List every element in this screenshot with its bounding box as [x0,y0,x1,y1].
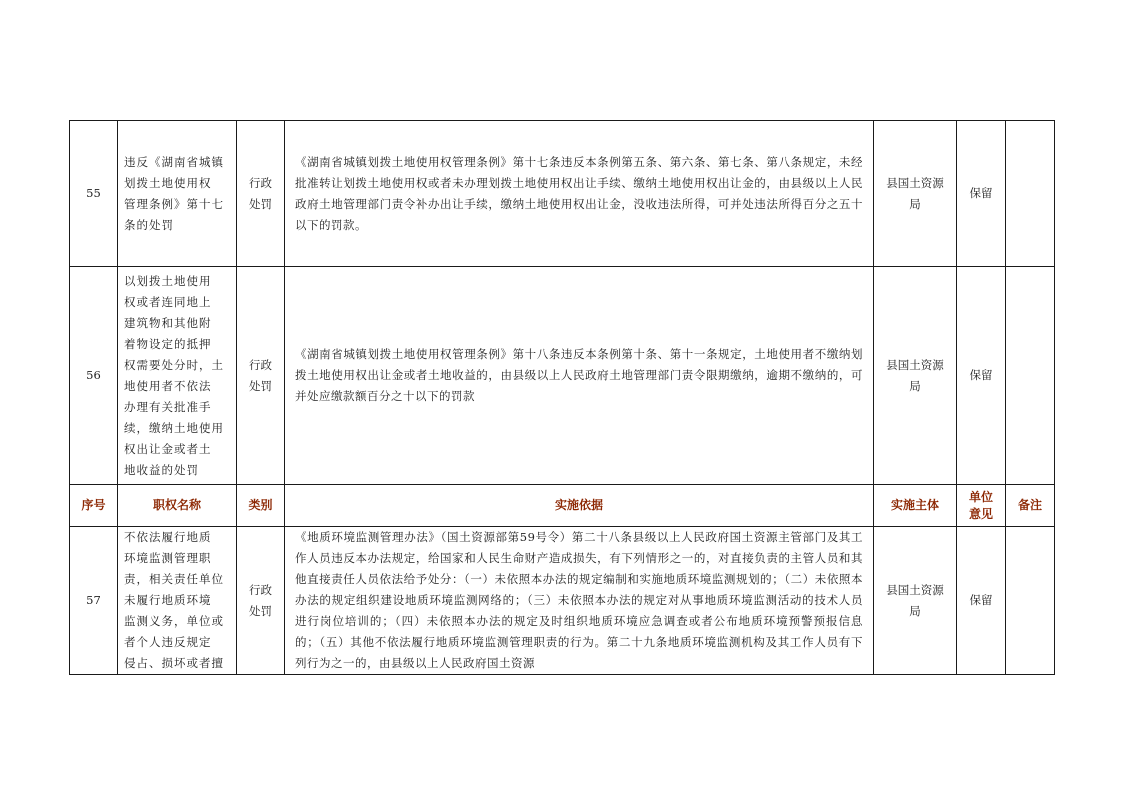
category: 行政 处罚 [237,121,285,267]
implementing-body: 县国土资源 局 [874,121,957,267]
implementing-body: 县国土资源 局 [874,267,957,485]
legal-basis: 《湖南省城镇划拨土地使用权管理条例》第十七条违反本条例第五条、第六条、第七条、第八条规定，未经批准转让划拨土地使用权或者未办理划拨土地使用权出让手续、缴纳土地使用权出让金的，由县级以上人民政府土地管理部门责令补办出让手续，缴纳土地使用权出让金，没收违法所得，可并处违法所得百分之五十以下的罚款。 [285,121,874,267]
row-index: 56 [70,267,118,485]
table-header-row [70,485,1055,527]
unit-opinion: 保留 [957,121,1006,267]
category: 行政 处罚 [237,267,285,485]
table-row [70,121,1055,267]
row-index: 55 [70,121,118,267]
document-table [69,120,1055,675]
row-index: 57 [70,527,118,675]
table-row [70,267,1055,485]
unit-opinion: 保留 [957,527,1006,675]
power-name: 违反《湖南省城镇 划拨土地使用权 管理条例》第十七 条的处罚 [118,121,237,267]
power-name: 以划拨土地使用 权或者连同地上 建筑物和其他附 着物设定的抵押 权需要处分时，土 地使用者不依法 办理有关批准手 续，缴纳土地使用 权出让金或者土 地收益的处罚 [118,267,237,485]
remark [1006,527,1055,675]
header-subject: 实施主体 [874,485,957,527]
header-category: 类别 [237,485,285,527]
header-name: 职权名称 [118,485,237,527]
header-opinion [957,485,1006,527]
implementing-body: 县国土资源 局 [874,527,957,675]
header-remark: 备注 [1006,485,1055,527]
table-row [70,527,1055,675]
remark [1006,267,1055,485]
header-basis: 实施依据 [285,485,874,527]
remark [1006,121,1055,267]
legal-basis [285,527,874,675]
category: 行政 处罚 [237,527,285,675]
header-index: 序号 [70,485,118,527]
header-opinion-label: 单位 意见 [968,489,993,521]
legal-basis-text: 《地质环境监测管理办法》（国土资源部第59号令）第二十八条县级以上人民政府国土资源主管部门及其工作人员违反本办法规定，给国家和人民生命财产造成损失，有下列情形之一的，对直接负责的主管人员和其他直接责任人员依法给予处分：（一）未依照本办法的规定编制和实施地质环境监测规划的；（二）未依照本办法的规定组织建设地质环境监测网络的；（三）未依照本办法的规定对从事地质环境监测活动的技术人员进行岗位培训的；（四）未依照本办法的规定及时组织地质环境应急调查或者公布地质环境预警预报信息的；（五）其他不依法履行地质环境监测管理职责的行为。第二十九条地质环境监测机构及其工作人员有下列行为之一的，由县级以上人民政府国土资源 [295,530,863,670]
power-name: 不依法履行地质 环境监测管理职 责，相关责任单位 未履行地质环境 监测义务，单位或 者个人违反规定 侵占、损坏或者擅 [118,527,237,675]
legal-basis: 《湖南省城镇划拨土地使用权管理条例》第十八条违反本条例第十条、第十一条规定，土地使用者不缴纳划拨土地使用权出让金或者土地收益的，由县级以上人民政府土地管理部门责令限期缴纳，逾期不缴纳的，可并处应缴款额百分之十以下的罚款 [285,267,874,485]
unit-opinion: 保留 [957,267,1006,485]
